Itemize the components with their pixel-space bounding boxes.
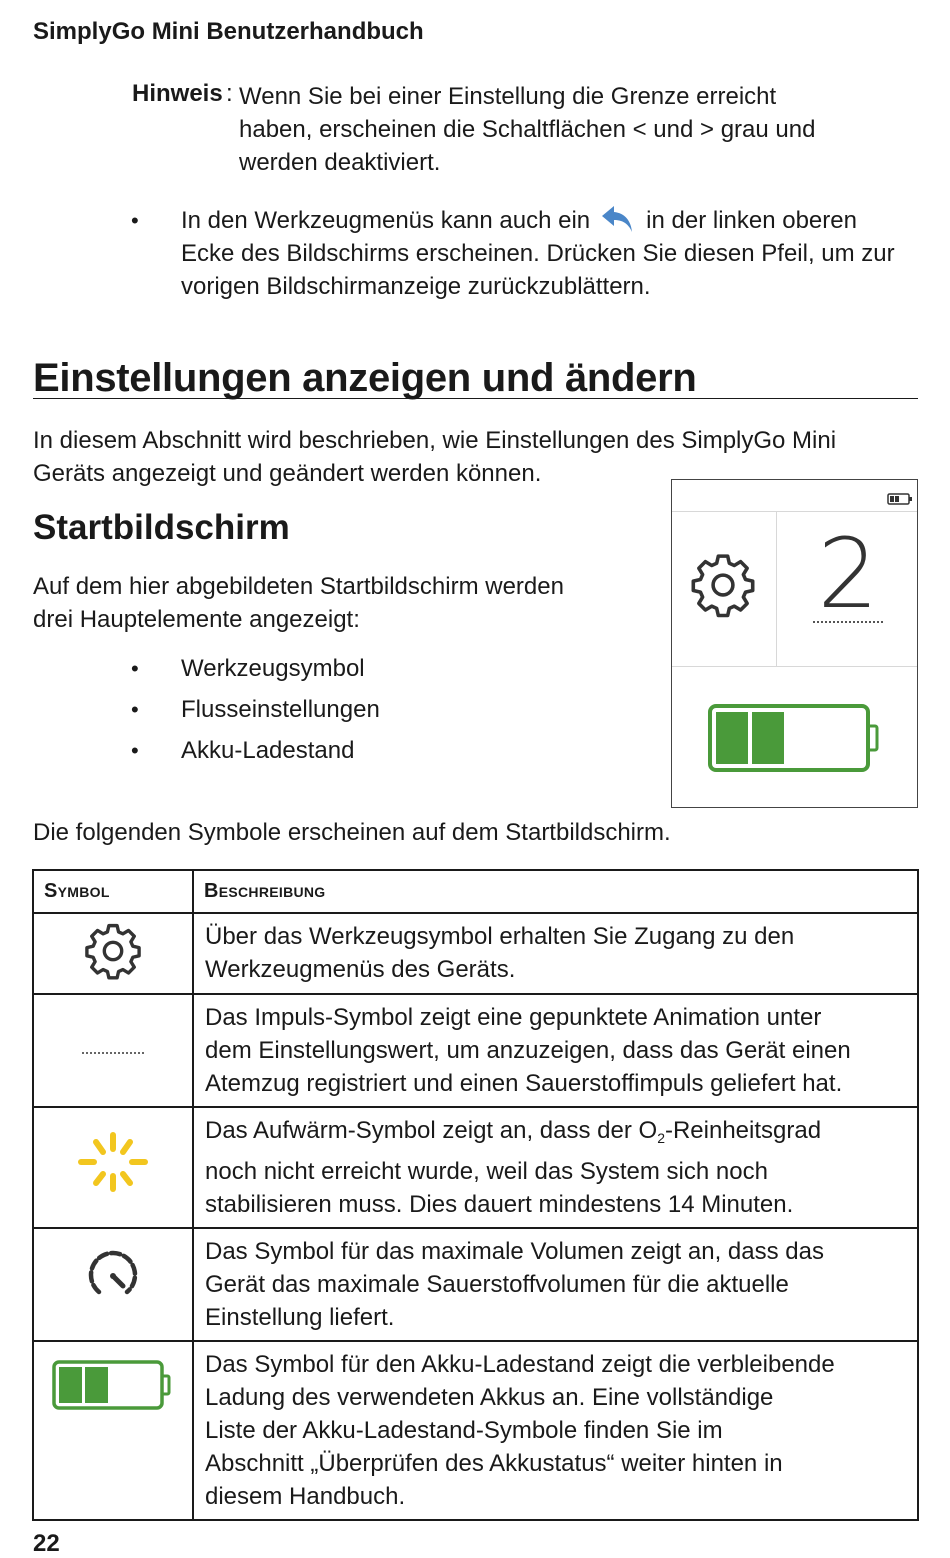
bullet-marker: • xyxy=(131,208,139,233)
gear-icon xyxy=(84,922,142,980)
running-header: SimplyGo Mini Benutzerhandbuch xyxy=(33,18,424,45)
description-line: Das Impuls-Symbol zeigt eine gepunktete Animation unter xyxy=(205,1004,822,1031)
device-flow-value: 2 xyxy=(817,518,879,630)
device-gear-icon xyxy=(690,552,756,618)
description-cell xyxy=(193,1341,918,1520)
back-arrow-text-before: In den Werkzeugmenüs kann auch ein xyxy=(181,207,591,234)
symbols-intro: Die folgenden Symbole erscheinen auf dem Startbildschirm. xyxy=(33,819,671,846)
description-cell xyxy=(193,913,918,994)
device-divider-vertical xyxy=(776,511,777,666)
description-line: Ladung des verwendeten Akkus an. Eine vollständige xyxy=(205,1384,774,1411)
symbol-cell xyxy=(33,1107,193,1228)
pulse-dots-icon xyxy=(82,1051,144,1055)
header-symbol: Symbol xyxy=(33,870,193,913)
back-arrow-line: vorigen Bildschirmanzeige zurückzublättern. xyxy=(181,273,651,300)
back-arrow-line: Ecke des Bildschirms erscheinen. Drücken Sie diesen Pfeil, um zur xyxy=(181,240,895,267)
description-line: Einstellung liefert. xyxy=(205,1304,395,1331)
description-line: Atemzug registriert und einen Sauerstoffimpuls geliefert hat. xyxy=(205,1070,843,1097)
symbol-cell xyxy=(33,1341,193,1520)
paragraph-line: Auf dem hier abgebildeten Startbildschirm werden xyxy=(33,573,564,600)
page-number: 22 xyxy=(33,1530,60,1557)
table-row xyxy=(33,1107,918,1228)
description-line: noch nicht erreicht wurde, weil das System sich noch xyxy=(205,1158,768,1185)
symbol-cell xyxy=(33,1228,193,1341)
table-row xyxy=(33,994,918,1107)
description-line: Das Symbol für den Akku-Ladestand zeigt die verbleibende xyxy=(205,1351,835,1378)
symbol-cell xyxy=(33,994,193,1107)
note-line: Wenn Sie bei einer Einstellung die Grenze erreicht xyxy=(239,83,777,110)
device-battery-icon xyxy=(708,704,880,772)
table-row xyxy=(33,1228,918,1341)
description-line: Das Symbol für das maximale Volumen zeigt an, dass das xyxy=(205,1238,824,1265)
section-title: Einstellungen anzeigen und ändern xyxy=(33,356,697,400)
warmup-icon xyxy=(76,1131,150,1199)
device-status-bar xyxy=(672,480,917,512)
subscript-2: 2 xyxy=(657,1130,665,1146)
max-volume-gauge-icon xyxy=(85,1248,141,1298)
back-arrow-line xyxy=(181,204,921,237)
bullet-marker: • xyxy=(131,697,139,722)
description-line: diesem Handbuch. xyxy=(205,1483,406,1510)
description-line: Über das Werkzeugsymbol erhalten Sie Zugang zu den xyxy=(205,923,795,950)
description-line: Liste der Akku-Ladestand-Symbole finden Sie im xyxy=(205,1417,723,1444)
note-label: Hinweis xyxy=(132,80,223,107)
description-line: dem Einstellungswert, um anzuzeigen, dass das Gerät einen xyxy=(205,1037,851,1064)
note-line: haben, erscheinen die Schaltflächen < und > grau und xyxy=(239,116,816,143)
description-cell xyxy=(193,994,918,1107)
table-row xyxy=(33,1341,918,1520)
status-battery-icon xyxy=(887,493,913,505)
description-line: stabilisieren muss. Dies dauert mindestens 14 Minuten. xyxy=(205,1191,794,1218)
battery-icon xyxy=(52,1360,174,1410)
description-cell xyxy=(193,1228,918,1341)
table-row xyxy=(33,913,918,994)
back-arrow-paragraph xyxy=(181,204,921,303)
back-arrow-icon xyxy=(600,204,636,234)
section-rule xyxy=(33,398,918,399)
bullet-marker: • xyxy=(131,656,139,681)
device-pulse-dots xyxy=(813,620,885,624)
description-text: -Reinheitsgrad xyxy=(664,1117,822,1144)
list-item: Flusseinstellungen xyxy=(181,696,380,723)
subsection-title: Startbildschirm xyxy=(33,508,290,547)
description-cell xyxy=(193,1107,918,1228)
description-line: Abschnitt „Überprüfen des Akkustatus“ weiter hinten in xyxy=(205,1450,783,1477)
symbol-table xyxy=(32,869,919,1521)
note-colon: : xyxy=(226,80,233,107)
list-item: Akku-Ladestand xyxy=(181,737,355,764)
description-line xyxy=(205,1114,907,1155)
list-item: Werkzeugsymbol xyxy=(181,655,365,682)
back-arrow-text-after: in der linken oberen xyxy=(646,207,857,234)
intro-line: Geräts angezeigt und geändert werden können. xyxy=(33,460,542,487)
bullet-marker: • xyxy=(131,738,139,763)
table-header-row xyxy=(33,870,918,913)
note-line: werden deaktiviert. xyxy=(239,149,441,176)
description-line: Werkzeugmenüs des Geräts. xyxy=(205,956,516,983)
header-description: Beschreibung xyxy=(193,870,918,913)
note-text xyxy=(239,80,879,179)
description-line: Gerät das maximale Sauerstoffvolumen für die aktuelle xyxy=(205,1271,789,1298)
device-start-screen xyxy=(671,479,918,808)
intro-line: In diesem Abschnitt wird beschrieben, wie Einstellungen des SimplyGo Mini xyxy=(33,427,837,454)
description-text: Das Aufwärm-Symbol zeigt an, dass der O xyxy=(205,1117,658,1144)
paragraph-line: drei Hauptelemente angezeigt: xyxy=(33,606,360,633)
device-divider-horizontal xyxy=(672,666,917,667)
symbol-cell xyxy=(33,913,193,994)
start-screen-paragraph xyxy=(33,570,653,636)
